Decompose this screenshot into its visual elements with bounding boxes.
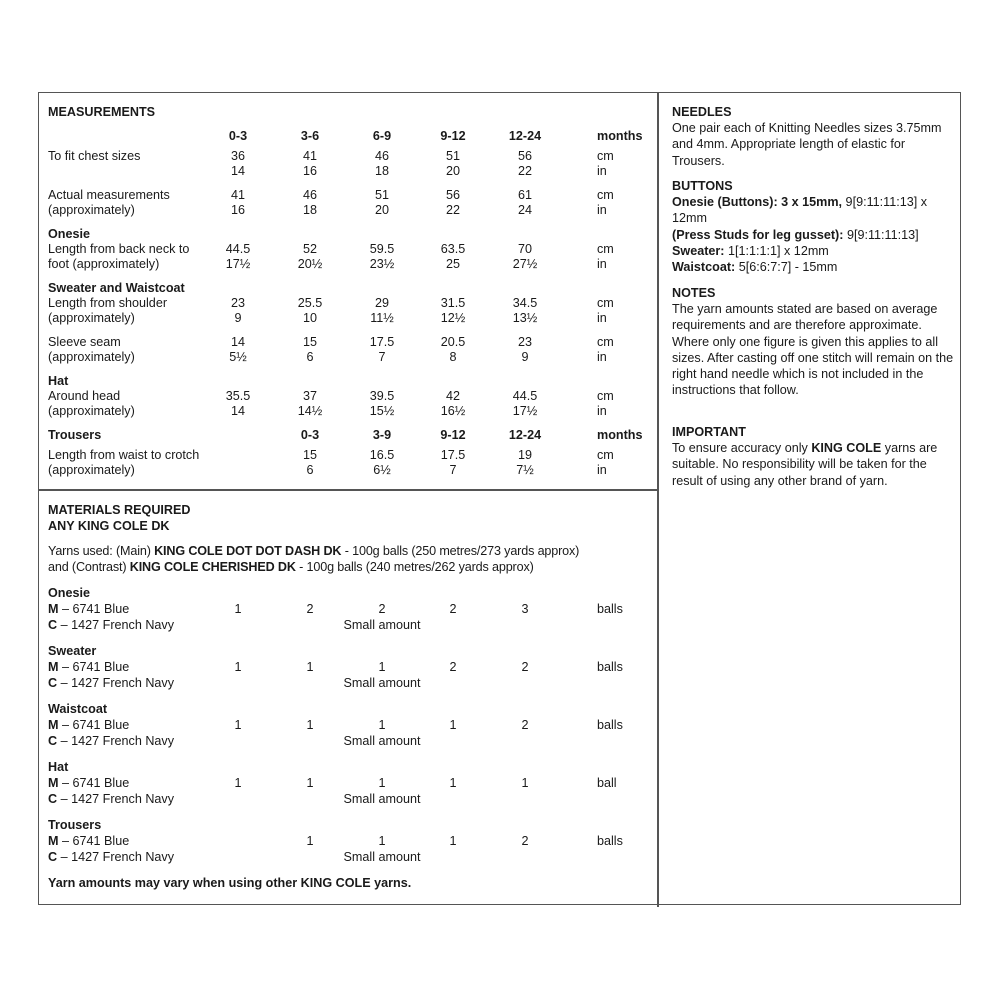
- notes-text: The yarn amounts stated are based on average requirements and are therefore approximate. Where only one figure is given this applies to all sizes. After casting off one stitch will remain on the right hand needle which is not included in the instructions that follow.: [672, 302, 954, 398]
- size-header: 12-24: [508, 129, 542, 143]
- important-text-c: yarns are suitable. No responsibility will be taken for the result of using any other brand of yarn.: [672, 441, 938, 488]
- buttons-sweater-value: 1[1:1:1:1] x 12mm: [724, 243, 829, 258]
- size-header: 3-9: [372, 428, 392, 442]
- value-cell: 7: [378, 350, 386, 364]
- yarn-code: M: [48, 834, 59, 848]
- value-cell: 41: [302, 149, 317, 163]
- unit-label: cm: [597, 188, 614, 202]
- measurements-title: MEASUREMENTS: [48, 105, 156, 119]
- garment-heading: Hat: [48, 760, 69, 774]
- yarn-label: [48, 617, 174, 633]
- unit-label: cm: [597, 335, 614, 349]
- quantity-cell: 1: [378, 660, 386, 674]
- row-label: Length from back neck to: [48, 242, 190, 256]
- value-cell: 12½: [440, 311, 466, 325]
- buttons-press-studs: [672, 227, 958, 243]
- value-cell: 46: [302, 188, 317, 202]
- buttons-onesie-label: Onesie (Buttons): 3 x 15mm,: [672, 195, 843, 210]
- section-divider: [38, 489, 658, 491]
- hat-heading: Hat: [48, 374, 69, 388]
- buttons-sweater: [672, 243, 958, 259]
- garment-heading: Waistcoat: [48, 702, 108, 716]
- value-cell: 25.5: [297, 296, 323, 310]
- size-header: 6-9: [372, 129, 392, 143]
- value-cell: 23: [230, 296, 245, 310]
- yarn-label: [48, 601, 129, 617]
- value-cell: 44.5: [512, 389, 538, 403]
- value-cell: 11½: [370, 311, 394, 325]
- value-cell: 15: [302, 448, 317, 462]
- buttons-waistcoat-label: Waistcoat:: [672, 260, 736, 275]
- unit-label: in: [597, 350, 607, 364]
- value-cell: 17½: [225, 257, 251, 271]
- needles-section: [672, 104, 958, 169]
- value-cell: 20: [445, 164, 460, 178]
- row-label: (approximately): [48, 311, 135, 325]
- yarn-code: M: [48, 718, 59, 732]
- yarn-shade: – 1427 French Navy: [57, 676, 175, 690]
- garment-heading: Trousers: [48, 818, 102, 832]
- value-cell: 56: [517, 149, 532, 163]
- quantity-cell: 1: [234, 660, 242, 674]
- yarn-shade: – 6741 Blue: [58, 776, 130, 790]
- value-cell: 20½: [297, 257, 323, 271]
- press-studs-value: 9[9:11:11:13]: [843, 227, 919, 242]
- yarn-label: [48, 791, 174, 807]
- buttons-section: [672, 178, 958, 275]
- row-label: Length from waist to crotch: [48, 448, 200, 462]
- row-label: Around head: [48, 389, 121, 403]
- unit-label: cm: [597, 448, 614, 462]
- quantity-cell: 1: [449, 776, 457, 790]
- value-cell: 15: [302, 335, 317, 349]
- unit-label: cm: [597, 389, 614, 403]
- size-unit: months: [597, 129, 643, 143]
- value-cell: 16½: [440, 404, 466, 418]
- row-label: To fit chest sizes: [48, 149, 141, 163]
- small-amount: Small amount: [343, 618, 421, 632]
- yarn-code: M: [48, 776, 59, 790]
- yarn-text: - 100g balls (240 metres/262 yards approx): [295, 560, 534, 574]
- unit-label: cm: [597, 149, 614, 163]
- size-header: 9-12: [440, 428, 466, 442]
- buttons-sweater-label: Sweater:: [672, 243, 725, 258]
- yarns-used-line-2: [48, 559, 534, 575]
- yarn-label: [48, 833, 129, 849]
- materials-subtitle: ANY KING COLE DK: [48, 519, 170, 533]
- row-label: foot (approximately): [48, 257, 160, 271]
- value-cell: 23½: [369, 257, 395, 271]
- value-cell: 17½: [512, 404, 538, 418]
- quantity-cell: 1: [378, 834, 386, 848]
- yarn-code: C: [48, 618, 58, 632]
- value-cell: 59.5: [369, 242, 395, 256]
- quantity-unit: balls: [597, 602, 623, 616]
- important-title: IMPORTANT: [672, 425, 746, 439]
- buttons-waistcoat: [672, 259, 958, 275]
- value-cell: 20: [374, 203, 389, 217]
- value-cell: 31.5: [440, 296, 466, 310]
- yarn-label: [48, 775, 129, 791]
- yarn-text: and (Contrast): [48, 560, 130, 574]
- size-header: 0-3: [228, 129, 248, 143]
- yarn-code: M: [48, 660, 59, 674]
- unit-label: in: [597, 404, 607, 418]
- contrast-yarn-name: KING COLE CHERISHED DK: [129, 560, 296, 574]
- value-cell: 27½: [512, 257, 538, 271]
- yarn-shade: – 6741 Blue: [58, 602, 130, 616]
- important-section: [672, 424, 958, 489]
- yarn-label: [48, 717, 129, 733]
- quantity-cell: 1: [378, 718, 386, 732]
- yarn-code: C: [48, 734, 58, 748]
- materials-footer-note: Yarn amounts may vary when using other KING COLE yarns.: [48, 876, 412, 890]
- value-cell: 36: [230, 149, 245, 163]
- size-header: 3-6: [300, 129, 320, 143]
- quantity-cell: 1: [306, 776, 314, 790]
- size-header: 12-24: [508, 428, 542, 442]
- value-cell: 7½: [516, 463, 534, 477]
- quantity-cell: 1: [234, 776, 242, 790]
- quantity-cell: 1: [378, 776, 386, 790]
- sweater-waistcoat-heading: Sweater and Waistcoat: [48, 281, 185, 295]
- unit-label: in: [597, 203, 607, 217]
- buttons-onesie: [672, 194, 958, 226]
- value-cell: 16: [302, 164, 317, 178]
- quantity-cell: 1: [234, 602, 242, 616]
- value-cell: 56: [445, 188, 460, 202]
- buttons-title: BUTTONS: [672, 179, 733, 193]
- yarn-shade: – 1427 French Navy: [57, 850, 175, 864]
- quantity-cell: 1: [306, 834, 314, 848]
- quantity-cell: 2: [378, 602, 386, 616]
- notes-title: NOTES: [672, 286, 716, 300]
- value-cell: 61: [517, 188, 532, 202]
- size-header: 9-12: [440, 129, 466, 143]
- row-label: (approximately): [48, 350, 135, 364]
- value-cell: 22: [517, 164, 532, 178]
- yarn-code: C: [48, 676, 58, 690]
- unit-label: in: [597, 257, 607, 271]
- value-cell: 10: [302, 311, 317, 325]
- value-cell: 34.5: [512, 296, 538, 310]
- value-cell: 51: [374, 188, 389, 202]
- yarn-code: C: [48, 792, 58, 806]
- quantity-unit: balls: [597, 834, 623, 848]
- value-cell: 6: [306, 463, 314, 477]
- garment-heading: Onesie: [48, 586, 90, 600]
- column-divider: [657, 92, 659, 907]
- value-cell: 16: [230, 203, 245, 217]
- quantity-cell: 1: [449, 718, 457, 732]
- quantity-unit: ball: [597, 776, 617, 790]
- value-cell: 41: [230, 188, 245, 202]
- value-cell: 18: [374, 164, 389, 178]
- value-cell: 37: [302, 389, 317, 403]
- quantity-cell: 1: [521, 776, 529, 790]
- quantity-unit: balls: [597, 660, 623, 674]
- small-amount: Small amount: [343, 850, 421, 864]
- value-cell: 44.5: [225, 242, 251, 256]
- value-cell: 20.5: [440, 335, 466, 349]
- value-cell: 24: [517, 203, 532, 217]
- quantity-cell: 2: [521, 660, 529, 674]
- value-cell: 14½: [297, 404, 323, 418]
- materials-title: MATERIALS REQUIRED: [48, 503, 191, 517]
- yarn-shade: – 6741 Blue: [58, 834, 130, 848]
- buttons-waistcoat-value: 5[6:6:7:7] - 15mm: [735, 260, 838, 275]
- row-label: (approximately): [48, 463, 135, 477]
- value-cell: 46: [374, 149, 389, 163]
- size-header: 0-3: [300, 428, 320, 442]
- value-cell: 17.5: [369, 335, 395, 349]
- notes-section: [672, 285, 958, 398]
- value-cell: 51: [445, 149, 460, 163]
- small-amount: Small amount: [343, 676, 421, 690]
- value-cell: 22: [445, 203, 460, 217]
- quantity-cell: 1: [306, 718, 314, 732]
- value-cell: 14: [230, 164, 245, 178]
- value-cell: 25: [445, 257, 460, 271]
- quantity-cell: 2: [521, 718, 529, 732]
- value-cell: 23: [517, 335, 532, 349]
- row-label: (approximately): [48, 203, 135, 217]
- value-cell: 9: [234, 311, 242, 325]
- yarn-code: M: [48, 602, 59, 616]
- value-cell: 18: [302, 203, 317, 217]
- unit-label: in: [597, 463, 607, 477]
- value-cell: 29: [374, 296, 389, 310]
- yarn-label: [48, 659, 129, 675]
- quantity-unit: balls: [597, 718, 623, 732]
- unit-label: cm: [597, 296, 614, 310]
- row-label: Actual measurements: [48, 188, 170, 202]
- value-cell: 35.5: [225, 389, 251, 403]
- small-amount: Small amount: [343, 734, 421, 748]
- value-cell: 5½: [229, 350, 247, 364]
- value-cell: 6: [306, 350, 314, 364]
- unit-label: in: [597, 164, 607, 178]
- row-label: Length from shoulder: [48, 296, 168, 310]
- size-unit: months: [597, 428, 643, 442]
- yarn-shade: – 1427 French Navy: [57, 792, 175, 806]
- small-amount: Small amount: [343, 792, 421, 806]
- unit-label: in: [597, 311, 607, 325]
- quantity-cell: 1: [234, 718, 242, 732]
- quantity-cell: 3: [521, 602, 529, 616]
- value-cell: 63.5: [440, 242, 466, 256]
- value-cell: 13½: [512, 311, 538, 325]
- trousers-heading: Trousers: [48, 428, 102, 442]
- yarn-text: - 100g balls (250 metres/273 yards approx): [341, 544, 580, 558]
- quantity-cell: 1: [306, 660, 314, 674]
- value-cell: 39.5: [369, 389, 395, 403]
- value-cell: 52: [302, 242, 317, 256]
- value-cell: 14: [230, 404, 245, 418]
- value-cell: 7: [449, 463, 457, 477]
- value-cell: 42: [445, 389, 460, 403]
- value-cell: 8: [449, 350, 457, 364]
- yarns-used-line-1: [48, 543, 579, 559]
- important-text: [672, 440, 958, 489]
- important-brand: KING COLE: [811, 441, 882, 456]
- unit-label: cm: [597, 242, 614, 256]
- garment-heading: Sweater: [48, 644, 97, 658]
- quantity-cell: 1: [449, 834, 457, 848]
- quantity-cell: 2: [521, 834, 529, 848]
- yarn-shade: – 1427 French Navy: [57, 618, 175, 632]
- yarn-shade: – 6741 Blue: [58, 718, 130, 732]
- onesie-heading: Onesie: [48, 227, 90, 241]
- row-label: Sleeve seam: [48, 335, 121, 349]
- yarn-code: C: [48, 850, 58, 864]
- main-yarn-name: KING COLE DOT DOT DASH DK: [154, 544, 342, 558]
- important-text-a: To ensure accuracy only: [672, 441, 812, 456]
- needles-title: NEEDLES: [672, 105, 732, 119]
- yarn-label: [48, 733, 174, 749]
- value-cell: 9: [521, 350, 529, 364]
- yarn-label: [48, 675, 174, 691]
- value-cell: 15½: [369, 404, 395, 418]
- value-cell: 6½: [373, 463, 391, 477]
- value-cell: 19: [517, 448, 532, 462]
- value-cell: 17.5: [440, 448, 466, 462]
- buttons-onesie-value: 9[9:11:11:13] x 12mm: [672, 195, 928, 226]
- yarn-text: Yarns used: (Main): [48, 544, 155, 558]
- value-cell: 70: [517, 242, 532, 256]
- quantity-cell: 2: [306, 602, 314, 616]
- quantity-cell: 2: [449, 660, 457, 674]
- value-cell: 14: [230, 335, 245, 349]
- yarn-label: [48, 849, 174, 865]
- quantity-cell: 2: [449, 602, 457, 616]
- value-cell: 16.5: [369, 448, 395, 462]
- yarn-shade: – 1427 French Navy: [57, 734, 175, 748]
- row-label: (approximately): [48, 404, 135, 418]
- yarn-shade: – 6741 Blue: [58, 660, 130, 674]
- needles-text: One pair each of Knitting Needles sizes 3.75mm and 4mm. Appropriate length of elastic for Trousers.: [672, 121, 942, 168]
- press-studs-label: (Press Studs for leg gusset):: [672, 227, 844, 242]
